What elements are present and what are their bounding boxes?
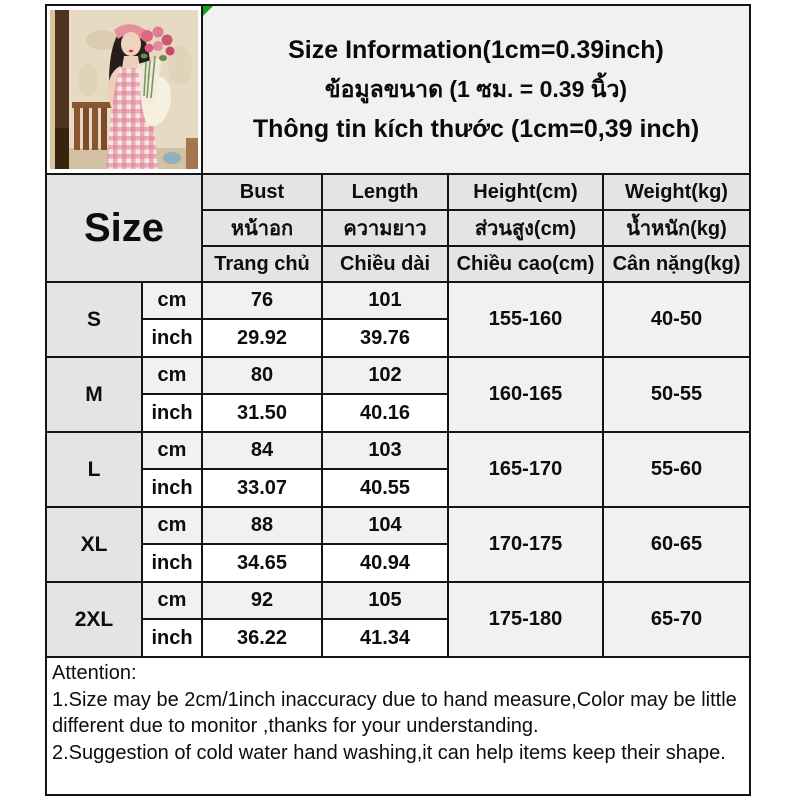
- size-label-m: M: [46, 357, 142, 432]
- unit-label-inch: inch: [142, 319, 202, 357]
- photo-model-face: [121, 32, 141, 56]
- attention-note-2: 2.Suggestion of cold water hand washing,it can help items keep their shape.: [52, 741, 726, 764]
- length-inch-l: 40.55: [322, 469, 448, 507]
- size-label-s: S: [46, 282, 142, 357]
- weight-s: 40-50: [603, 282, 750, 357]
- photo-wall-edge: [50, 10, 55, 169]
- size-chart-page: [45, 4, 751, 796]
- height-2xl: 175-180: [448, 582, 603, 657]
- length-inch-m: 40.16: [322, 394, 448, 432]
- product-photo-cell: [46, 5, 202, 174]
- length-cm-2xl: 105: [322, 582, 448, 619]
- header-weight-en: Weight(kg): [603, 174, 750, 210]
- weight-m: 50-55: [603, 357, 750, 432]
- header-length-vi: Chiều dài: [322, 246, 448, 282]
- bust-cm-2xl: 92: [202, 582, 322, 619]
- bust-inch-l: 33.07: [202, 469, 322, 507]
- row-xl-cm: [46, 507, 750, 544]
- header-bust-th: หน้าอก: [202, 210, 322, 246]
- header-row-english: [46, 174, 750, 210]
- weight-l: 55-60: [603, 432, 750, 507]
- bust-inch-s: 29.92: [202, 319, 322, 357]
- weight-2xl: 65-70: [603, 582, 750, 657]
- header-height-vi: Chiều cao(cm): [448, 246, 603, 282]
- bust-cm-l: 84: [202, 432, 322, 469]
- unit-label-inch: inch: [142, 544, 202, 582]
- attention-row: [46, 657, 750, 795]
- header-bust-vi: Trang chủ: [202, 246, 322, 282]
- header-length-th: ความยาว: [322, 210, 448, 246]
- unit-label-inch: inch: [142, 394, 202, 432]
- length-cm-s: 101: [322, 282, 448, 319]
- header-weight-th: น้ำหนัก(kg): [603, 210, 750, 246]
- title-cell: [202, 5, 750, 174]
- product-photo: [50, 10, 198, 169]
- height-m: 160-165: [448, 357, 603, 432]
- size-label-xl: XL: [46, 507, 142, 582]
- length-cm-xl: 104: [322, 507, 448, 544]
- size-header-cell: Size: [46, 174, 202, 282]
- attention-cell: [46, 657, 750, 795]
- length-inch-s: 39.76: [322, 319, 448, 357]
- row-m-cm: [46, 357, 750, 394]
- bust-cm-s: 76: [202, 282, 322, 319]
- unit-label-cm: cm: [142, 282, 202, 319]
- weight-xl: 60-65: [603, 507, 750, 582]
- header-height-en: Height(cm): [448, 174, 603, 210]
- bust-inch-2xl: 36.22: [202, 619, 322, 657]
- title-thai: ข้อมูลขนาด (1 ซม. = 0.39 นิ้ว): [324, 75, 628, 102]
- unit-label-cm: cm: [142, 357, 202, 394]
- header-length-en: Length: [322, 174, 448, 210]
- length-cm-l: 103: [322, 432, 448, 469]
- row-2xl-cm: [46, 582, 750, 619]
- unit-label-cm: cm: [142, 582, 202, 619]
- row-l-cm: [46, 432, 750, 469]
- unit-label-cm: cm: [142, 432, 202, 469]
- size-table: [45, 4, 751, 796]
- photo-model-chest: [122, 56, 140, 68]
- header-bust-en: Bust: [202, 174, 322, 210]
- row-s-cm: [46, 282, 750, 319]
- height-s: 155-160: [448, 282, 603, 357]
- excel-corner-marker-icon: [203, 6, 213, 16]
- header-height-th: ส่วนสูง(cm): [448, 210, 603, 246]
- unit-label-inch: inch: [142, 619, 202, 657]
- attention-heading: Attention:: [52, 662, 137, 684]
- title-english: Size Information(1cm=0.39inch): [288, 35, 664, 64]
- length-cm-m: 102: [322, 357, 448, 394]
- height-l: 165-170: [448, 432, 603, 507]
- bust-cm-xl: 88: [202, 507, 322, 544]
- unit-label-cm: cm: [142, 507, 202, 544]
- header-weight-vi: Cân nặng(kg): [603, 246, 750, 282]
- bust-inch-xl: 34.65: [202, 544, 322, 582]
- length-inch-2xl: 41.34: [322, 619, 448, 657]
- attention-note-1: 1.Size may be 2cm/1inch inaccuracy due to hand measure,Color may be little different due to monitor ,thanks for your understanding.: [52, 688, 737, 738]
- bust-cm-m: 80: [202, 357, 322, 394]
- length-inch-xl: 40.94: [322, 544, 448, 582]
- height-xl: 170-175: [448, 507, 603, 582]
- unit-label-inch: inch: [142, 469, 202, 507]
- size-label-2xl: 2XL: [46, 582, 142, 657]
- size-label-l: L: [46, 432, 142, 507]
- bust-inch-m: 31.50: [202, 394, 322, 432]
- title-vietnamese: Thông tin kích thước (1cm=0,39 inch): [252, 114, 700, 143]
- photo-corner-furniture: [186, 138, 198, 169]
- photo-blue-item: [163, 152, 181, 164]
- photo-chair: [72, 102, 112, 150]
- title-row: [46, 5, 750, 174]
